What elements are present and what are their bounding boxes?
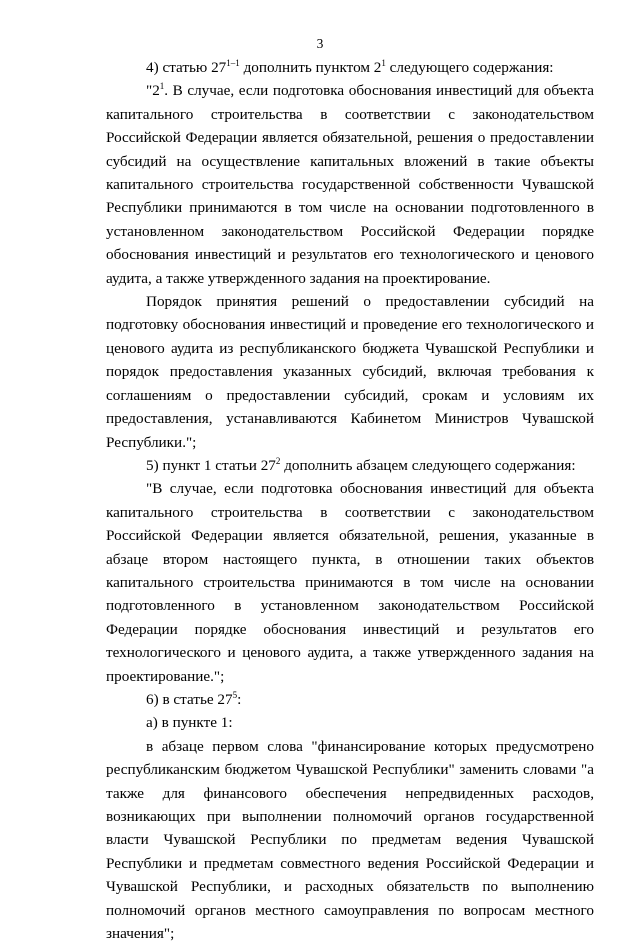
text-run: 6) в статье 27 [146,690,233,708]
text-run: "В случае, если подготовка обоснования инвестиций для объекта капитального строительства в соответствии с законодательством Российской Федерации является обязательной, решения, указанные в абзаце втором настоящего пункта, в отношении таких объектов капитального строительства принимаются в том числе на основании подготовленного в установленном законодательством Российской Федерации порядке обоснования инвестиций и результатов его технологического и ценового аудита, а также утвержденного задания на проектирование."; [106,480,594,685]
text-run: 5) пункт 1 статьи 27 [146,456,276,474]
text-run: следующего содержания: [385,59,554,76]
paragraph [106,454,594,477]
paragraph [106,56,594,79]
superscript: 2 [275,455,281,466]
paragraph [106,735,594,945]
text-run: . В случае, если подготовка обоснования инвестиций для объекта капитального строительства в соответствии с законодательством Российской Федерации является обязательной, решения о предоставлении субсидий на осуществление капитальных вложений в такие объекты капитального строительства государственной собственности Чувашской Республики принимаются в том числе на основании подготовленного в установленном законодательством Российской Федерации порядке обоснования инвестиций и результатов его технологического и ценового аудита, а также утвержденного задания на проектирование. [106,82,594,287]
superscript: 1 [159,81,165,92]
text-run: : [237,690,242,708]
paragraph [106,79,594,290]
superscript: 5 [232,689,238,700]
text-run: Порядок принятия решений о предоставлении субсидий на подготовку обоснования инвестиций и проведение его технологического и ценового аудита из республиканского бюджета Чувашской Республики и порядок предоставления указанных субсидий, включая требования к соглашениям о предоставлении субсидий, срокам и условиям их предоставления, устанавливаются Кабинетом Министров Чувашской Республики."; [106,293,594,451]
superscript: 1–1 [226,58,240,68]
text-run: а) в пункте 1: [146,714,233,732]
paragraph [106,711,594,734]
text-run: 4) статью 27 [146,59,227,76]
paragraph [106,688,594,711]
text-run: дополнить пунктом 2 [239,59,382,76]
text-run: дополнить абзацем следующего содержания: [280,456,576,474]
paragraph [106,477,594,688]
page-number: 3 [316,36,324,51]
text-run: в абзаце первом слова "финансирование которых предусмотрено республиканским бюджетом Чувашской Республики" заменить словами "а также для финансового обеспечения непредвиденных расходов, возникающих при выполнении полномочий органов государственной власти Чувашской Республики по предметам ведения Чувашской Республики и предметам совместного ведения Российской Федерации и Чувашской Республики, и расходных обязательств по выполнению полномочий органов местного самоуправления по вопросам местного значения"; [106,737,594,943]
paragraph [106,290,594,454]
document-body [106,56,594,945]
superscript: 1 [381,58,386,68]
text-run: "2 [146,82,160,100]
